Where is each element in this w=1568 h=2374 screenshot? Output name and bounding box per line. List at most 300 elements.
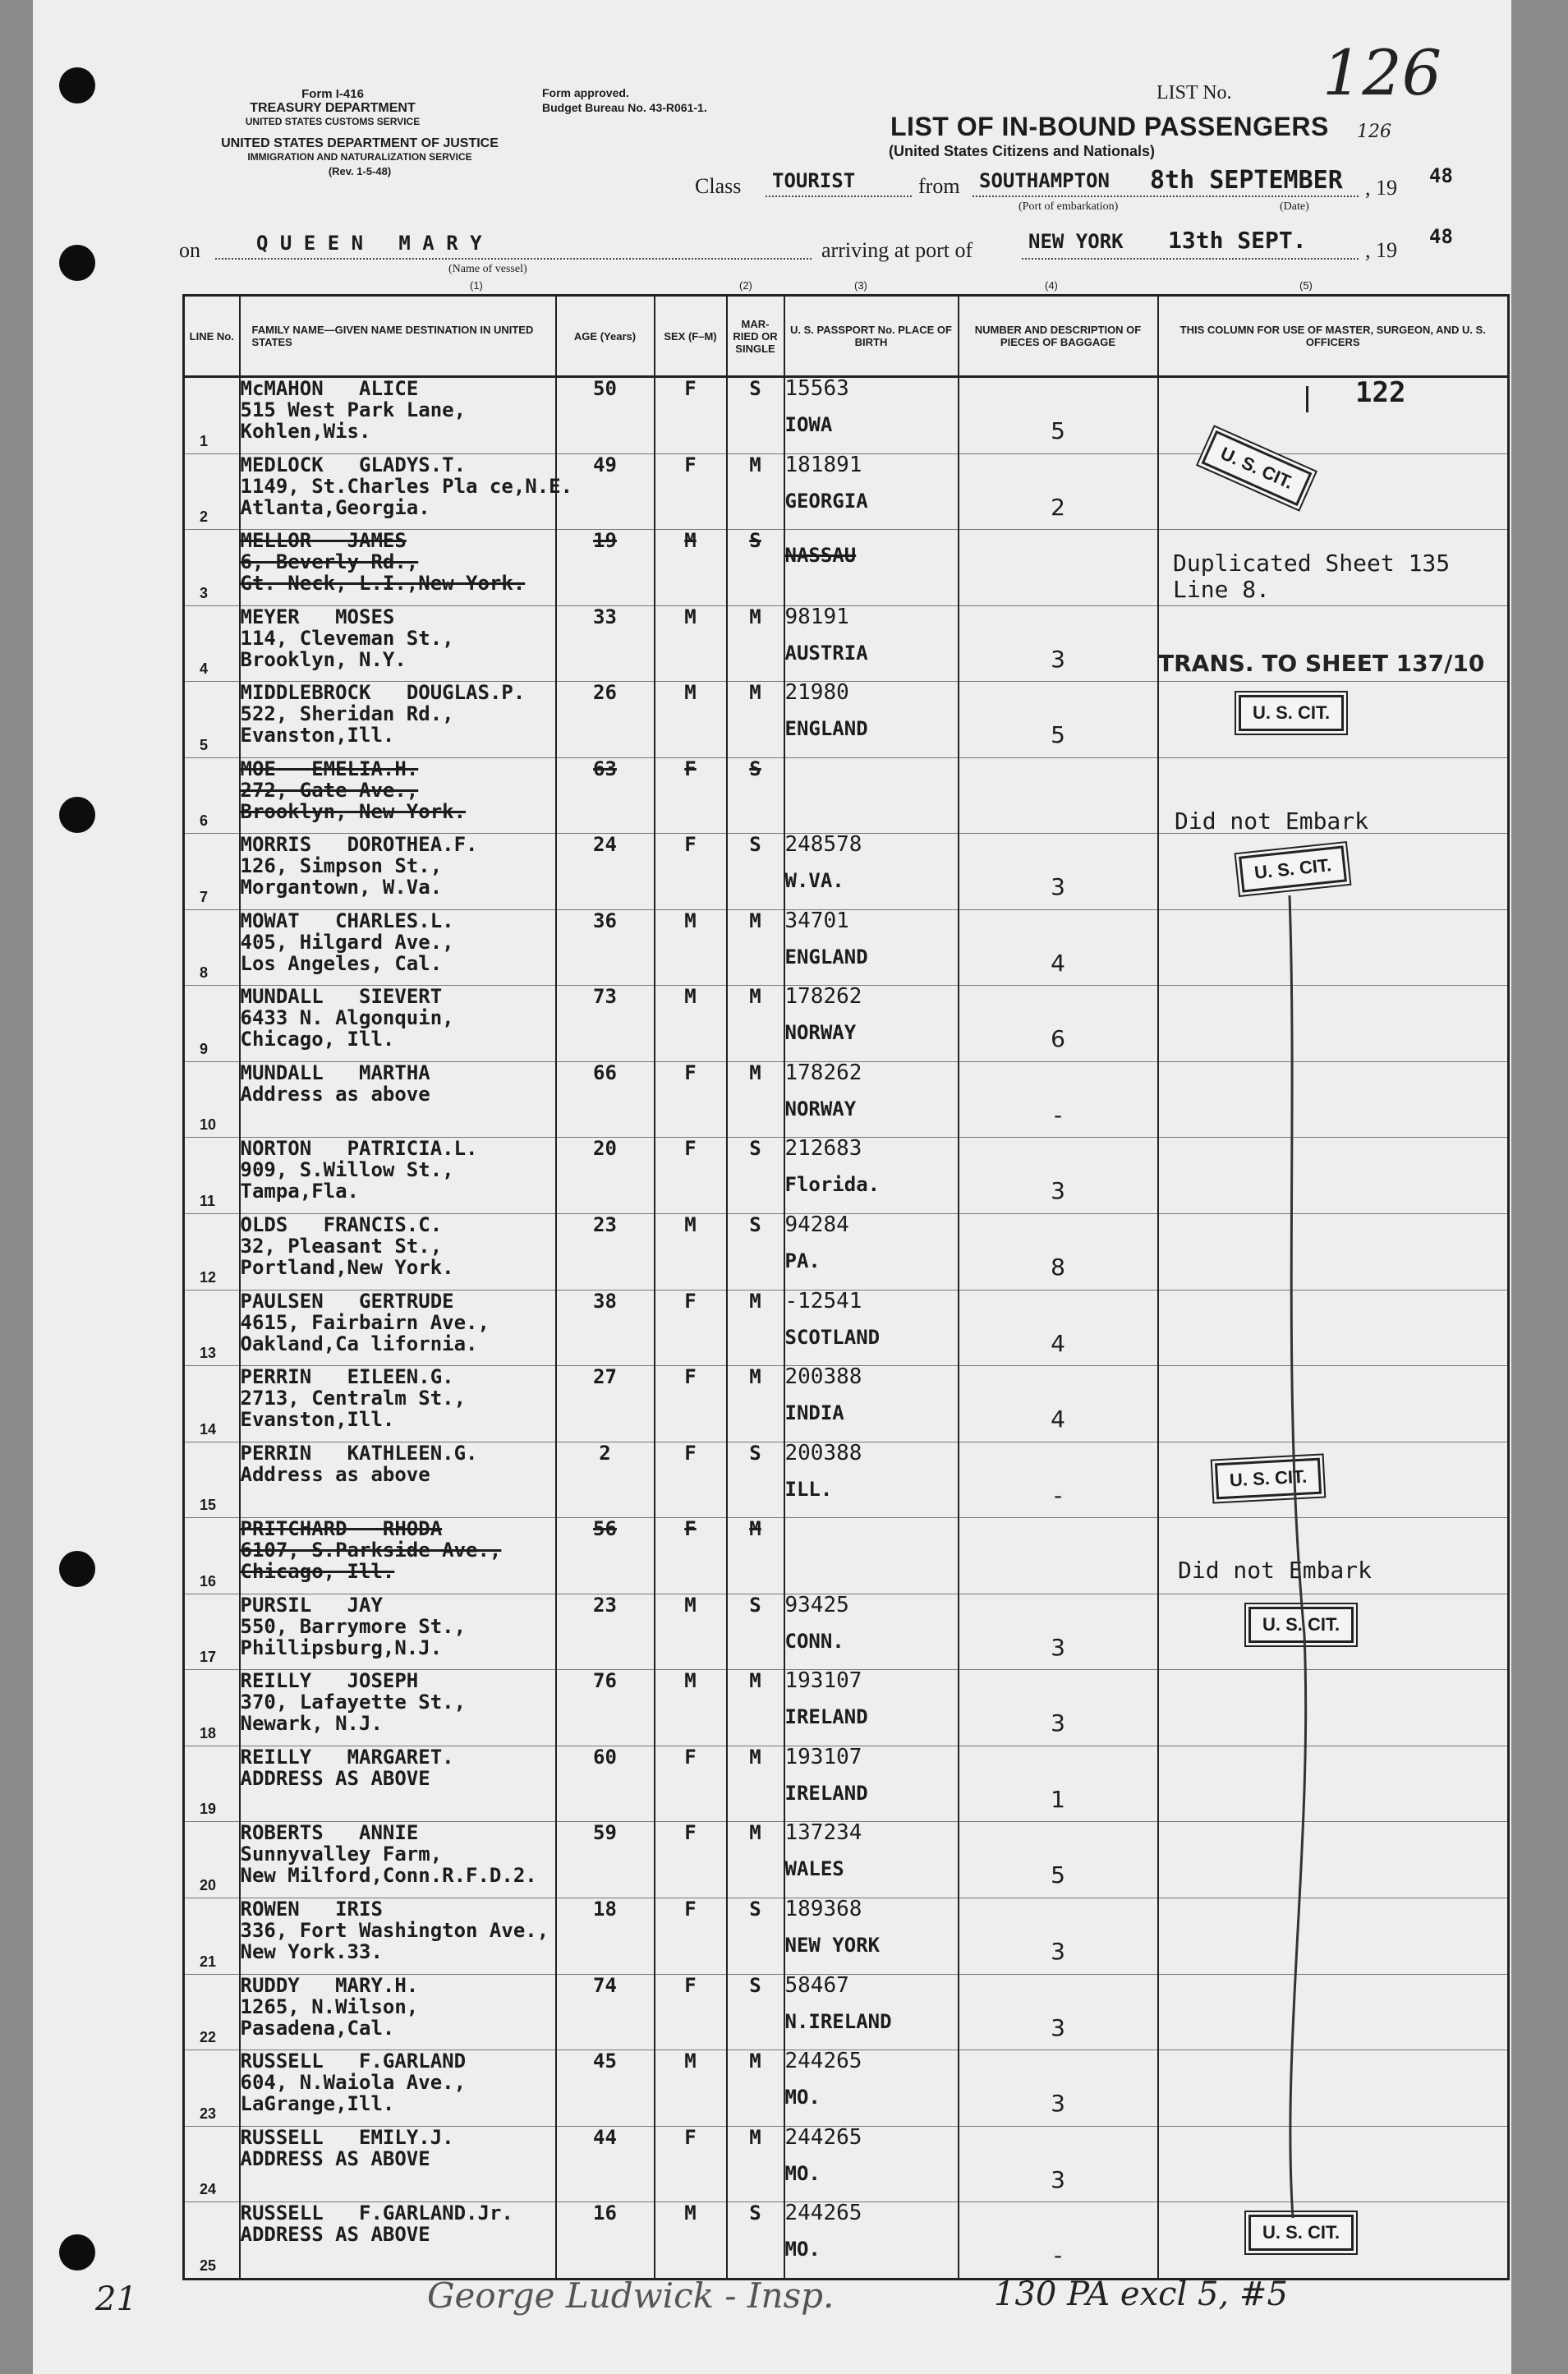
- passport-cell: [784, 377, 959, 454]
- address-line-2: Address as above: [240, 1082, 430, 1106]
- age-cell: [556, 1898, 655, 1974]
- age: 26: [593, 681, 617, 705]
- arrival-port: NEW YORK: [1028, 230, 1124, 253]
- married-cell: [727, 1138, 784, 1214]
- marital-status: S: [749, 1137, 761, 1161]
- sex-cell: [655, 834, 727, 910]
- duplicated-sheet-text: Duplicated Sheet 135 Line 8.: [1173, 550, 1451, 603]
- sex: M: [684, 1213, 697, 1237]
- age: 38: [593, 1289, 617, 1313]
- passport-number: 21980: [784, 680, 849, 706]
- officer-cell: [1158, 1214, 1509, 1291]
- sex-cell: [655, 682, 727, 758]
- surname-given: [241, 378, 555, 399]
- not-embark-note: Did not Embark: [1175, 807, 1369, 835]
- given-name: GLADYS.T.: [359, 453, 467, 476]
- surname: MUNDALL: [240, 985, 324, 1009]
- name-cell: [240, 1594, 556, 1670]
- given-name: GERTRUDE: [359, 1289, 454, 1313]
- place-of-birth: GEORGIA: [784, 489, 868, 513]
- baggage-count: 4: [1051, 1406, 1065, 1433]
- punch-hole: [59, 2234, 95, 2270]
- list-title: LIST OF IN-BOUND PASSENGERS: [890, 112, 1329, 141]
- sex-cell: [655, 1518, 727, 1594]
- sex-cell: [655, 1670, 727, 1746]
- passport-cell: [784, 1670, 959, 1746]
- officer-cell: [1158, 1138, 1509, 1214]
- baggage-count: -: [1053, 1101, 1063, 1129]
- age-cell: [556, 909, 655, 986]
- line-cell: [184, 377, 240, 454]
- sex: F: [684, 2125, 697, 2149]
- age-cell: [556, 834, 655, 910]
- sex: F: [684, 1821, 697, 1845]
- on-label: on: [179, 238, 200, 262]
- passport-number: 98191: [784, 604, 849, 629]
- sex: F: [684, 377, 697, 400]
- baggage-cell: [959, 1670, 1158, 1746]
- not-embark-note: Did not Embark: [1178, 1557, 1373, 1584]
- line-cell: [184, 834, 240, 910]
- baggage-cell: [959, 530, 1158, 606]
- header-line: LINE No.: [184, 296, 240, 377]
- sex-cell: [655, 1138, 727, 1214]
- us-citizen-stamp: U. S. CIT.: [1239, 845, 1347, 892]
- address-line-1: 32, Pleasant St.,: [240, 1235, 443, 1258]
- passport-cell: [784, 605, 959, 682]
- place-of-birth: IRELAND: [784, 1781, 868, 1805]
- marital-status: M: [749, 1669, 761, 1693]
- passport-cell: [784, 530, 959, 606]
- age: 66: [593, 1060, 617, 1084]
- passport-number: 212683: [784, 1136, 862, 1162]
- marital-status: S: [749, 757, 761, 780]
- age: 36: [593, 909, 617, 932]
- line-number: 20: [200, 1876, 217, 1893]
- surname: RUDDY: [240, 1973, 300, 1997]
- sex-cell: [655, 757, 727, 834]
- surname-given: [241, 1138, 555, 1159]
- passport-number: 137234: [784, 1820, 862, 1846]
- sex-cell: [655, 1366, 727, 1442]
- surname: REILLY: [240, 1669, 312, 1693]
- marital-status: S: [749, 377, 761, 400]
- address-line-2: Los Angeles, Cal.: [240, 951, 443, 975]
- line-number: 24: [200, 2181, 217, 2198]
- place-of-birth: NASSAU: [784, 544, 857, 568]
- age: 33: [593, 605, 617, 628]
- age: 76: [593, 1669, 617, 1693]
- line-cell: [184, 1366, 240, 1442]
- officer-cell: [1158, 1061, 1509, 1138]
- line-number: 9: [200, 1040, 209, 1057]
- line-cell: [184, 2126, 240, 2202]
- marital-status: M: [749, 1365, 761, 1389]
- address-line-1: 909, S.Willow St.,: [240, 1158, 454, 1182]
- marital-status: M: [749, 985, 761, 1009]
- married-cell: [727, 1366, 784, 1442]
- surname-given: [241, 1898, 555, 1920]
- given-name: RHODA: [382, 1517, 443, 1541]
- married-cell: [727, 1290, 784, 1366]
- line-cell: [184, 1822, 240, 1898]
- punch-hole: [59, 245, 95, 281]
- place-of-birth: SCOTLAND: [784, 1325, 881, 1349]
- header-name: FAMILY NAME—GIVEN NAME DESTINATION IN UNITED STATES: [240, 296, 556, 377]
- sex: F: [684, 1745, 697, 1769]
- baggage-cell: [959, 1898, 1158, 1974]
- surname: MIDDLEBROCK: [240, 681, 371, 705]
- name-cell: [240, 453, 573, 530]
- officer-cell: [1158, 986, 1509, 1062]
- line-cell: [184, 1670, 240, 1746]
- surname: MOWAT: [240, 909, 300, 932]
- line-cell: [184, 1974, 240, 2050]
- baggage-count: 6: [1051, 1025, 1065, 1053]
- line-number: 18: [200, 1724, 217, 1741]
- place-of-birth: INDIA: [784, 1401, 844, 1425]
- place-of-birth: NORWAY: [784, 1097, 857, 1120]
- married-cell: [727, 986, 784, 1062]
- address-line-2: Chicago, Ill.: [240, 1028, 395, 1051]
- sex: F: [684, 1137, 697, 1161]
- age-cell: [556, 1442, 655, 1518]
- punch-hole: [59, 797, 95, 833]
- line-cell: [184, 2202, 240, 2280]
- sex-cell: [655, 1290, 727, 1366]
- given-name: F.GARLAND: [359, 2050, 467, 2073]
- married-cell: [727, 1518, 784, 1594]
- marital-status: M: [749, 605, 761, 628]
- address-line-2: Oakland,Ca lifornia.: [240, 1332, 478, 1355]
- passport-cell: [784, 1366, 959, 1442]
- passport-number: 193107: [784, 1668, 862, 1694]
- us-citizen-stamp: U. S. CIT.: [1215, 1458, 1322, 1500]
- passport-number: 178262: [784, 1060, 862, 1085]
- baggage-count: 8: [1051, 1254, 1065, 1281]
- sex-cell: [655, 453, 727, 530]
- line-cell: [184, 2050, 240, 2127]
- sex-cell: [655, 2050, 727, 2127]
- baggage-cell: [959, 1746, 1158, 1822]
- surname: OLDS: [240, 1213, 288, 1237]
- place-of-birth: NEW YORK: [784, 1933, 881, 1957]
- passport-cell: [784, 909, 959, 986]
- passport-number: 244265: [784, 2049, 862, 2074]
- passport-number: -12541: [784, 1288, 862, 1314]
- surname: MELLOR: [240, 529, 312, 553]
- officer-cell: [1158, 1670, 1509, 1746]
- surname-given: [241, 1062, 555, 1083]
- given-name: JAMES: [347, 529, 407, 553]
- embark-port: SOUTHAMPTON: [979, 169, 1110, 192]
- line-number: 19: [200, 1801, 217, 1818]
- sex: M: [684, 681, 697, 705]
- baggage-count: 5: [1051, 1861, 1065, 1889]
- table-row: [184, 453, 1509, 530]
- baggage-cell: [959, 453, 1158, 530]
- duplicated-sheet-note: [1173, 550, 1452, 603]
- sex: F: [684, 833, 697, 857]
- age: 50: [593, 377, 617, 400]
- place-of-birth: IRELAND: [784, 1705, 868, 1729]
- passport-number: 178262: [784, 984, 862, 1010]
- surname: MEYER: [240, 605, 300, 628]
- address-line-2: Kohlen,Wis.: [240, 420, 371, 443]
- arrival-date: 13th SEPT.: [1168, 227, 1307, 254]
- surname-given: [241, 910, 555, 932]
- col-num-4: (4): [1045, 279, 1058, 292]
- baggage-count: 3: [1051, 2090, 1065, 2118]
- line-number: 5: [200, 736, 209, 753]
- address-line-1: 370, Lafayette St.,: [240, 1691, 467, 1714]
- officer-cell: [1158, 909, 1509, 986]
- surname-given: [241, 1822, 555, 1843]
- year-value: 48: [1429, 164, 1453, 187]
- sex: M: [684, 605, 697, 628]
- surname-given: [241, 2127, 555, 2148]
- place-of-birth: ENGLAND: [784, 945, 868, 968]
- married-cell: [727, 2126, 784, 2202]
- sex: M: [684, 1669, 697, 1693]
- address-line-2: Newark, N.J.: [240, 1712, 383, 1736]
- line-cell: [184, 453, 240, 530]
- address-line-1: 272, Gate Ave.,: [240, 778, 419, 802]
- sex-cell: [655, 530, 727, 606]
- passport-cell: [784, 1442, 959, 1518]
- line-number: 14: [200, 1420, 217, 1438]
- sex: F: [684, 1289, 697, 1313]
- age-cell: [556, 1746, 655, 1822]
- address-line-1: Sunnyvalley Farm,: [240, 1843, 443, 1866]
- sex: M: [684, 2201, 697, 2225]
- passport-cell: [784, 682, 959, 758]
- place-of-birth: WALES: [784, 1857, 844, 1881]
- name-cell: [240, 1366, 556, 1442]
- married-cell: [727, 834, 784, 910]
- header-baggage: NUMBER AND DESCRIPTION OF PIECES OF BAGGAGE: [959, 296, 1158, 377]
- address-line-2: ADDRESS AS ABOVE: [240, 1766, 430, 1790]
- baggage-cell: [959, 2202, 1158, 2280]
- age: 59: [593, 1821, 617, 1845]
- arrival-year-prefix: , 19: [1365, 238, 1397, 262]
- sex-cell: [655, 1594, 727, 1670]
- customs-service: UNITED STATES CUSTOMS SERVICE: [245, 116, 421, 127]
- header-sex: SEX (F–M): [655, 296, 727, 377]
- header-married: MAR-RIED OR SINGLE: [727, 296, 784, 377]
- name-cell: [240, 2126, 556, 2202]
- underline: [215, 258, 812, 260]
- port-caption: (Port of embarkation): [1019, 200, 1119, 213]
- baggage-count: 5: [1051, 417, 1065, 444]
- given-name: MARY.H.: [335, 1973, 419, 1997]
- place-of-birth: W.VA.: [784, 869, 844, 893]
- passport-number: 93425: [784, 1592, 849, 1617]
- officer-cell: [1158, 1290, 1509, 1366]
- baggage-cell: [959, 605, 1158, 682]
- married-cell: [727, 605, 784, 682]
- address-line-1: 522, Sheridan Rd.,: [240, 702, 454, 726]
- date-caption: (Date): [1280, 200, 1309, 213]
- address-line-2: Evanston,Ill.: [240, 724, 395, 748]
- baggage-cell: [959, 1290, 1158, 1366]
- line-number: 21: [200, 1953, 217, 1970]
- marital-status: S: [749, 1593, 761, 1617]
- name-cell: [240, 377, 556, 454]
- name-cell: [240, 909, 556, 986]
- line-number: 10: [200, 1116, 217, 1134]
- passport-cell: [784, 2126, 959, 2202]
- marital-status: S: [749, 1441, 761, 1465]
- address-line-2: New Milford,Conn.R.F.D.2.: [240, 1864, 537, 1888]
- sex: F: [684, 1973, 697, 1997]
- vessel-caption: (Name of vessel): [448, 263, 527, 275]
- given-name: CHARLES.L.: [335, 909, 454, 932]
- baggage-count: 3: [1051, 2165, 1065, 2193]
- surname-given: [241, 606, 555, 628]
- revision: (Rev. 1-5-48): [328, 165, 392, 177]
- passport-cell: [784, 1594, 959, 1670]
- age-cell: [556, 2050, 655, 2127]
- sex: M: [684, 529, 697, 553]
- married-cell: [727, 1746, 784, 1822]
- surname: ROWEN: [240, 1897, 300, 1921]
- passport-cell: [784, 1061, 959, 1138]
- punch-hole: [59, 1551, 95, 1587]
- baggage-count: 3: [1051, 873, 1065, 901]
- address-line-2: Atlanta,Georgia.: [240, 495, 430, 519]
- line-cell: [184, 1594, 240, 1670]
- baggage-cell: [959, 1061, 1158, 1138]
- line-number: 22: [200, 2029, 217, 2046]
- baggage-count: 3: [1051, 2013, 1065, 2041]
- line-cell: [184, 1061, 240, 1138]
- sex-cell: [655, 1974, 727, 2050]
- baggage-cell: [959, 1138, 1158, 1214]
- place-of-birth: Florida.: [784, 1173, 881, 1197]
- place-of-birth: MO.: [784, 2086, 821, 2109]
- address-line-1: 6433 N. Algonquin,: [240, 1006, 454, 1030]
- sex-cell: [655, 2126, 727, 2202]
- address-line-2: Phillipsburg,N.J.: [240, 1636, 443, 1659]
- surname: NORTON: [240, 1137, 312, 1161]
- marital-status: S: [749, 1213, 761, 1237]
- passport-cell: [784, 986, 959, 1062]
- married-cell: [727, 1822, 784, 1898]
- age-cell: [556, 2126, 655, 2202]
- line-cell: [184, 986, 240, 1062]
- name-cell: [240, 530, 556, 606]
- us-citizen-stamp: U. S. CIT.: [1248, 2215, 1354, 2251]
- age-cell: [556, 1670, 655, 1746]
- sex: M: [684, 909, 697, 932]
- passport-cell: [784, 1898, 959, 1974]
- us-citizen-stamp: U. S. CIT.: [1239, 695, 1344, 731]
- officer-cell: [1158, 2050, 1509, 2127]
- married-cell: [727, 1442, 784, 1518]
- baggage-cell: [959, 909, 1158, 986]
- arriving-label: arriving at port of: [821, 238, 973, 262]
- line-cell: [184, 1290, 240, 1366]
- passport-cell: [784, 1290, 959, 1366]
- passport-number: 58467: [784, 1972, 849, 1998]
- baggage-count: 3: [1051, 645, 1065, 673]
- place-of-birth: MO.: [784, 2161, 821, 2185]
- age-cell: [556, 1138, 655, 1214]
- us-citizen-stamp: U. S. CIT.: [1248, 1607, 1354, 1643]
- baggage-cell: [959, 1974, 1158, 2050]
- surname: MOE: [240, 757, 276, 780]
- marital-status: S: [749, 2201, 761, 2225]
- col-num-3: (3): [854, 279, 867, 292]
- sex: F: [684, 453, 697, 476]
- given-name: ALICE: [359, 377, 419, 400]
- line-number: 16: [200, 1572, 217, 1590]
- officer-cell: [1158, 1898, 1509, 1974]
- given-name: MOSES: [335, 605, 395, 628]
- passport-cell: [784, 1974, 959, 2050]
- line-number: 8: [200, 964, 209, 982]
- age: 20: [593, 1137, 617, 1161]
- passport-cell: [784, 1518, 959, 1594]
- sex: F: [684, 757, 697, 780]
- age: 73: [593, 985, 617, 1009]
- place-of-birth: ILL.: [784, 1477, 833, 1501]
- surname: McMAHON: [240, 377, 324, 400]
- baggage-cell: [959, 2126, 1158, 2202]
- col-num-2: (2): [739, 279, 752, 292]
- baggage-count: 3: [1051, 1709, 1065, 1737]
- surname: MUNDALL: [240, 1060, 324, 1084]
- ins-service: IMMIGRATION AND NATURALIZATION SERVICE: [247, 151, 472, 163]
- line-cell: [184, 757, 240, 834]
- surname: PAULSEN: [240, 1289, 324, 1313]
- age-cell: [556, 986, 655, 1062]
- passport-number: 34701: [784, 908, 849, 933]
- married-cell: [727, 453, 784, 530]
- form-header-left: [238, 87, 427, 129]
- age: 18: [593, 1897, 617, 1921]
- marital-status: M: [749, 2050, 761, 2073]
- place-of-birth: AUSTRIA: [784, 641, 868, 665]
- married-cell: [727, 530, 784, 606]
- given-name: PATRICIA.L.: [347, 1137, 478, 1161]
- line-cell: [184, 909, 240, 986]
- surname-given: [241, 530, 555, 551]
- name-cell: [240, 605, 556, 682]
- baggage-count: -: [1053, 2242, 1063, 2270]
- surname-given: [241, 1214, 555, 1235]
- line-cell: [184, 1442, 240, 1518]
- sex-cell: [655, 2202, 727, 2280]
- marital-status: M: [749, 909, 761, 932]
- address-line-1: 6107, S.Parkside Ave.,: [240, 1539, 502, 1562]
- budget-bureau: Budget Bureau No. 43-R061-1.: [542, 101, 707, 114]
- age: 44: [593, 2125, 617, 2149]
- baggage-cell: [959, 1214, 1158, 1291]
- sex: F: [684, 1365, 697, 1389]
- treasury-dept: TREASURY DEPARTMENT: [250, 101, 416, 115]
- surname-given: [241, 834, 555, 855]
- address-line-2: Chicago, Ill.: [240, 1560, 395, 1584]
- sex: M: [684, 1593, 697, 1617]
- passport-cell: [784, 1214, 959, 1291]
- passport-number: 193107: [784, 1744, 862, 1769]
- age: 24: [593, 833, 617, 857]
- form-approval: [542, 85, 707, 115]
- address-line-2: Brooklyn, New York.: [240, 799, 467, 823]
- passport-number: 244265: [784, 2201, 862, 2226]
